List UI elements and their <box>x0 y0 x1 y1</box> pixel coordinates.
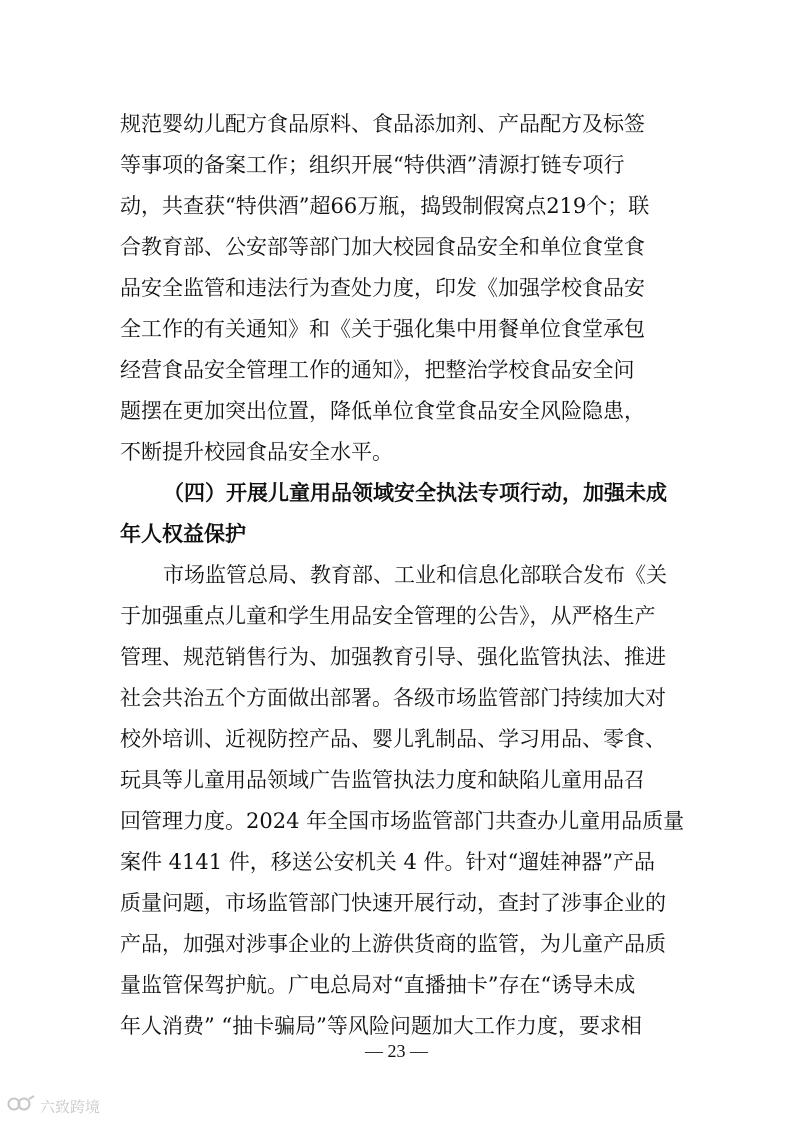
body-text-line: 动，共查获“特供酒”超66万瓶，捣毁制假窝点219个；联 <box>120 194 650 218</box>
watermark <box>6 1094 100 1118</box>
body-text-line: 市场监管总局、教育部、工业和信息化部联合发布《关 <box>163 563 667 587</box>
body-text-line: 年人消费” “抽卡骗局”等风险问题加大工作力度，要求相 <box>120 1014 642 1038</box>
body-text-line: 不断提升校园食品安全水平。 <box>120 440 393 464</box>
body-text-line: 合教育部、公安部等部门加大校园食品安全和单位食堂食 <box>120 235 645 259</box>
body-text-line: 管理、规范销售行为、加强教育引导、强化监管执法、推进 <box>120 645 666 669</box>
body-text-line: 等事项的备案工作；组织开展“特供酒”清源打链专项行 <box>120 153 625 177</box>
body-text-line: 题摆在更加突出位置，降低单位食堂食品安全风险隐患， <box>120 399 645 423</box>
body-text-line: 经营食品安全管理工作的通知》，把整治学校食品安全问 <box>120 358 635 382</box>
body-text-line: 社会共治五个方面做出部署。各级市场监管部门持续加大对 <box>120 686 666 710</box>
body-text-line: 于加强重点儿童和学生用品安全管理的公告》，从严格生产 <box>120 604 656 628</box>
body-text-line: 品安全监管和违法行为查处力度，印发《加强学校食品安 <box>120 276 645 300</box>
watermark-text: 六致跨境 <box>40 1097 101 1116</box>
body-text-line: 校外培训、近视防控产品、婴儿乳制品、学习用品、零食、 <box>120 727 666 751</box>
body-text-line: 案件 4141 件，移送公安机关 4 件。针对“遛娃神器”产品 <box>120 850 655 874</box>
body-text-line: 回管理力度。2024 年全国市场监管部门共查办儿童用品质量 <box>120 809 685 833</box>
body-text-line: 质量问题，市场监管部门快速开展行动，查封了涉事企业的 <box>120 891 666 915</box>
body-text-line: 量监管保驾护航。广电总局对“直播抽卡”存在“诱导未成 <box>120 973 636 997</box>
section-heading-line: （四）开展儿童用品领域安全执法专项行动，加强未成 <box>163 480 667 505</box>
page-number: — 23 — <box>365 1041 428 1061</box>
watermark-logo-icon <box>6 1093 36 1119</box>
body-text-line: 全工作的有关通知》和《关于强化集中用餐单位食堂承包 <box>120 317 645 341</box>
body-text-line: 产品，加强对涉事企业的上游供货商的监管，为儿童产品质 <box>120 932 666 956</box>
section-heading-line: 年人权益保护 <box>120 521 246 546</box>
body-text-line: 规范婴幼儿配方食品原料、食品添加剂、产品配方及标签 <box>120 112 645 136</box>
body-text-line: 玩具等儿童用品领域广告监管执法力度和缺陷儿童用品召 <box>120 768 645 792</box>
